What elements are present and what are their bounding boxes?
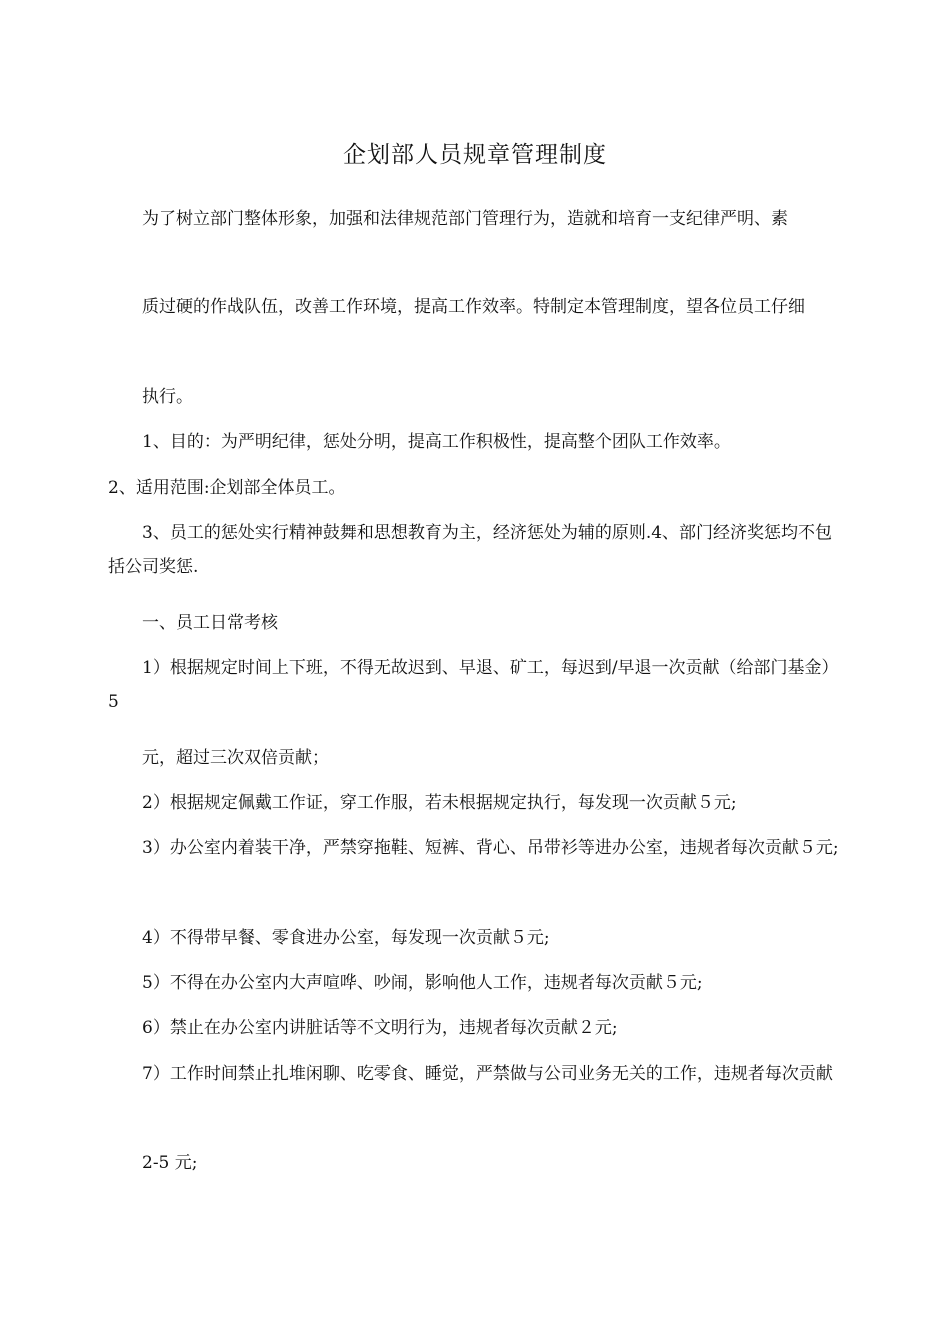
paragraph-scope: 2、适用范围:企划部全体员工。 bbox=[108, 478, 346, 498]
paragraph-principle: 3、员工的惩处实行精神鼓舞和思想教育为主，经济惩处为辅的原则.4、部门经济奖惩均不包括公司奖惩. bbox=[108, 523, 833, 577]
paragraph-intro-1: 为了树立部门整体形象，加强和法律规范部门管理行为，造就和培育一支纪律严明、素 bbox=[142, 209, 788, 229]
document-title: 企划部人员规章管理制度 bbox=[343, 142, 607, 168]
rule-item-2: 2）根据规定佩戴工作证，穿工作服，若未根据规定执行，每发现一次贡献５元; bbox=[142, 793, 737, 813]
rule-item-1: 1）根据规定时间上下班，不得无故迟到、早退、矿工，每迟到/早退一次贡献（给部门基金）5 bbox=[108, 658, 839, 712]
rule-item-4: 4）不得带早餐、零食进办公室，每发现一次贡献５元; bbox=[142, 928, 550, 948]
rule-item-7-cont: 2-5 元; bbox=[142, 1153, 198, 1173]
paragraph-intro-2: 质过硬的作战队伍，改善工作环境，提高工作效率。特制定本管理制度，望各位员工仔细 bbox=[142, 297, 805, 317]
rule-item-3: 3）办公室内着装干净，严禁穿拖鞋、短裤、背心、吊带衫等进办公室，违规者每次贡献５元; bbox=[142, 838, 839, 858]
paragraph-intro-3: 执行。 bbox=[142, 387, 193, 407]
rule-item-1-cont: 元，超过三次双倍贡献； bbox=[142, 748, 329, 768]
rule-item-7: 7）工作时间禁止扎堆闲聊、吃零食、睡觉，严禁做与公司业务无关的工作，违规者每次贡献 bbox=[142, 1064, 833, 1084]
rule-item-5: 5）不得在办公室内大声喧哗、吵闹，影响他人工作，违规者每次贡献５元; bbox=[142, 973, 703, 993]
section-heading-daily-assessment: 一、员工日常考核 bbox=[142, 613, 278, 633]
paragraph-purpose: 1、目的：为严明纪律，惩处分明，提高工作积极性，提高整个团队工作效率。 bbox=[142, 432, 731, 452]
rule-item-6: 6）禁止在办公室内讲脏话等不文明行为，违规者每次贡献２元; bbox=[142, 1018, 618, 1038]
